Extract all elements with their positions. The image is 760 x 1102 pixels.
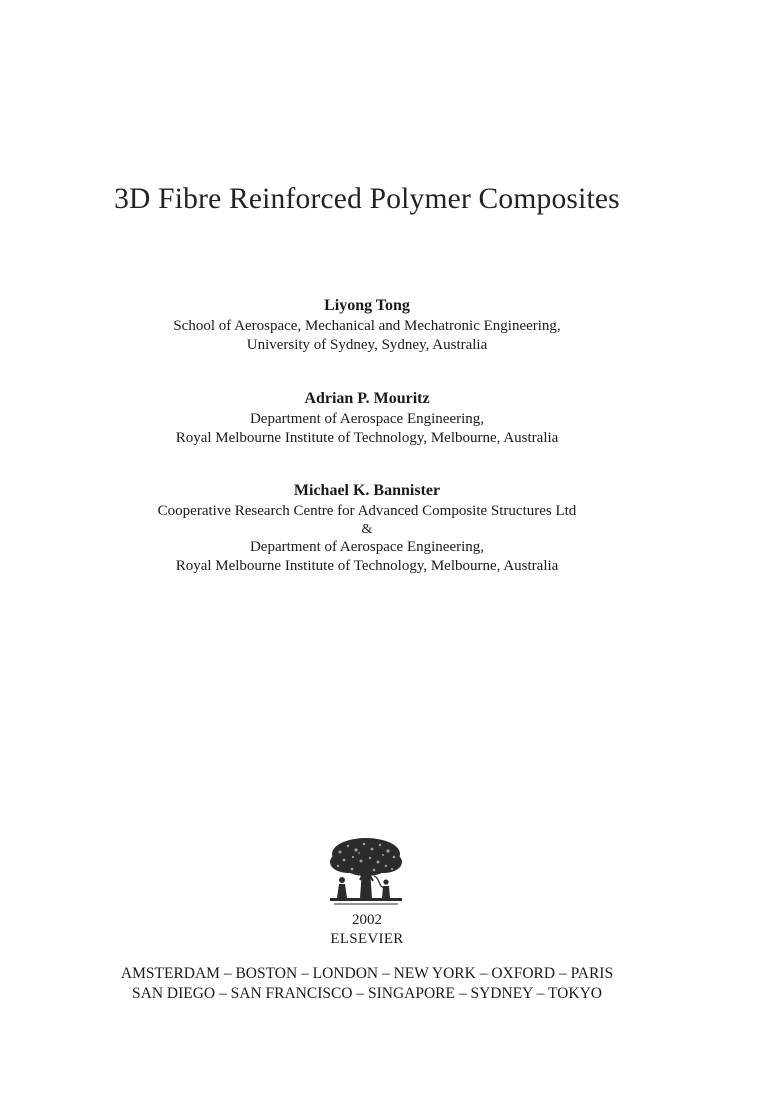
affiliation-line: Department of Aerospace Engineering, xyxy=(249,539,485,555)
author-block-bannister xyxy=(0,481,734,576)
publisher-name: ELSEVIER xyxy=(330,931,404,947)
affiliation-line: School of Aerospace, Mechanical and Mechatronic Engineering, xyxy=(173,318,561,334)
author-name: Michael K. Bannister xyxy=(293,482,441,499)
affiliation-line: Royal Melbourne Institute of Technology, Melbourne, Australia xyxy=(175,430,559,446)
author-name: Liyong Tong xyxy=(324,297,410,314)
publisher-cities-line-1: AMSTERDAM – BOSTON – LONDON – NEW YORK – OXFORD – PARIS xyxy=(120,965,614,982)
ampersand-line: & xyxy=(361,522,373,537)
affiliation-line: Royal Melbourne Institute of Technology, Melbourne, Australia xyxy=(175,558,559,574)
affiliation-line: Cooperative Research Centre for Advanced Composite Structures Ltd xyxy=(157,503,577,519)
affiliation-line: University of Sydney, Sydney, Australia xyxy=(246,337,488,353)
elsevier-tree-logo-icon xyxy=(326,836,406,908)
publisher-cities-line-2: SAN DIEGO – SAN FRANCISCO – SINGAPORE – SYDNEY – TOKYO xyxy=(132,985,602,1002)
book-title: 3D Fibre Reinforced Polymer Composites xyxy=(114,183,620,215)
author-block-tong xyxy=(0,296,734,355)
author-name: Adrian P. Mouritz xyxy=(304,390,430,407)
publication-year: 2002 xyxy=(352,912,382,928)
author-block-mouritz xyxy=(0,389,734,448)
affiliation-line: Department of Aerospace Engineering, xyxy=(249,411,485,427)
